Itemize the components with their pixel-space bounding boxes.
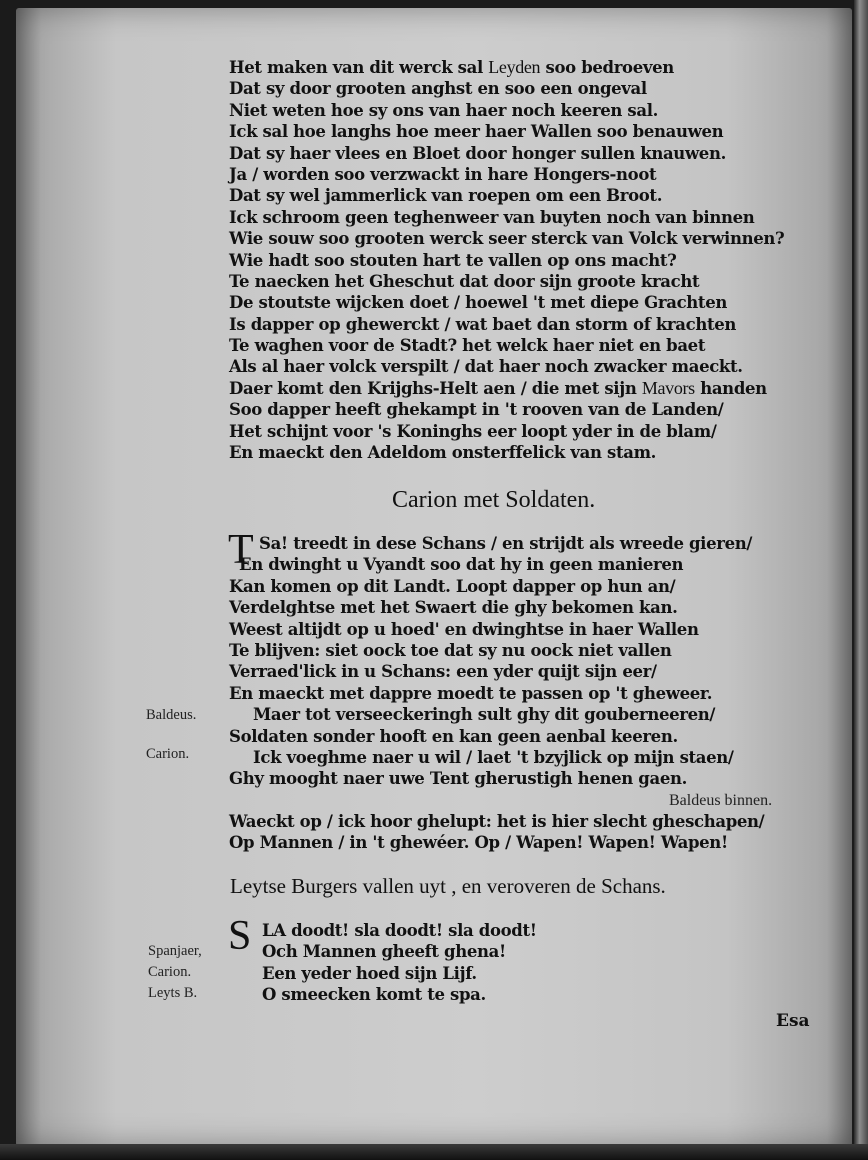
verse-line: Och Mannen gheeft ghena!	[262, 942, 506, 962]
verse-line: Weest altijdt op u hoed' en dwinghtse in haer Wallen	[229, 619, 699, 639]
verse-line: Op Mannen / in 't ghewéer. Op / Wapen! Wapen! Wapen!	[229, 833, 728, 853]
speaker-baldeus: Baldeus.	[146, 707, 197, 723]
verse-line: Maer tot verseeckeringh sult ghy dit gouberneeren/	[253, 705, 716, 725]
verse-line: Verraed'lick in u Schans: een yder quijt sijn eer/	[229, 662, 657, 682]
scene-heading-carion: Carion met Soldaten.	[392, 487, 596, 513]
verse-line: Wie souw soo grooten werck seer sterck van Volck verwinnen?	[229, 229, 785, 249]
verse-line: Is dapper op ghewerckt / wat baet dan storm of krachten	[229, 314, 737, 334]
verse-line: Als al haer volck verspilt / dat haer noch zwacker maeckt.	[229, 357, 743, 377]
verse-line: Een yeder hoed sijn Lijf.	[262, 963, 477, 983]
verse-line: Verdelghtse met het Swaert die ghy bekomen kan.	[229, 598, 678, 618]
verse-line: Ja / worden soo verzwackt in hare Hongers-noot	[229, 164, 657, 184]
verse-line: Te blijven: siet oock toe dat sy nu oock niet vallen	[229, 640, 672, 660]
verse-line: Dat sy wel jammerlick van roepen om een Broot.	[229, 186, 663, 206]
verse-line: Dat sy door grooten anghst en soo een ongeval	[229, 79, 647, 99]
verse-line: Ghy mooght naer uwe Tent gherustigh henen gaen.	[229, 769, 688, 789]
verse-line: LA doodt! sla doodt! sla doodt!	[262, 921, 537, 940]
verse-line: Kan komen op dit Landt. Loopt dapper op hun an/	[229, 576, 676, 596]
verse-line: Te naecken het Gheschut dat door sijn groote kracht	[229, 271, 700, 291]
verse-line: Waeckt op / ick hoor ghelupt: het is hier slecht gheschapen/	[229, 812, 765, 831]
drop-capital-s: S	[228, 913, 252, 959]
verse-line: En maeckt met dappre moedt te passen op 't gheweer.	[229, 683, 713, 703]
drop-capital-t: T	[228, 527, 254, 573]
verse-block-2	[229, 533, 752, 790]
verse-line: Te waghen voor de Stadt? het welck haer niet en baet	[229, 336, 706, 356]
verse-line: Soldaten sonder hooft en kan geen aenbal keeren.	[229, 726, 678, 746]
page-edge-bottom	[0, 1144, 868, 1160]
verse-line: Sa! treedt in dese Schans / en strijdt als wreede gieren/	[259, 534, 753, 553]
verse-line: O smeecken komt te spa.	[262, 985, 486, 1005]
verse-line: Daer komt den Krijghs-Helt aen / die met sijn Mavors handen	[229, 377, 767, 398]
verse-line: Het maken van dit werck sal Leyden soo bedroeven	[229, 57, 674, 77]
stage-direction-baldeus-binnen: Baldeus binnen.	[669, 792, 773, 809]
verse-line: Ick schroom geen teghenweer van buyten noch van binnen	[229, 207, 755, 227]
verse-line: Ick sal hoe langhs hoe meer haer Wallen soo benauwen	[229, 122, 724, 142]
verse-line: En maeckt den Adeldom onsterffelick van stam.	[229, 443, 657, 463]
speaker-label: Leyts B.	[148, 985, 198, 1001]
speaker-label: Carion.	[148, 964, 192, 980]
page-edge-right	[854, 0, 868, 1160]
verse-block-4	[262, 920, 537, 1006]
verse-line: Niet weten hoe sy ons van haer noch keeren sal.	[229, 100, 659, 120]
verse-line: Soo dapper heeft ghekampt in 't rooven van de Landen/	[229, 400, 724, 420]
verse-line: Het schijnt voor 's Koninghs eer loopt yder in de blam/	[229, 421, 717, 441]
verse-line: De stoutste wijcken doet / hoewel 't met diepe Grachten	[229, 293, 727, 313]
scene-heading-leytse-burgers: Leytse Burgers vallen uyt , en veroveren de Schans.	[230, 874, 666, 898]
verse-line: Ick voeghme naer u wil / laet 't bzyjlick op mijn staen/	[253, 747, 734, 767]
catchword: Esa	[776, 1011, 810, 1031]
verse-line: Dat sy haer vlees en Bloet door honger sullen knauwen.	[229, 143, 726, 163]
verse-block-3	[229, 811, 764, 854]
verse-line: Wie hadt soo stouten hart te vallen op ons macht?	[229, 250, 677, 270]
verse-line: En dwinght u Vyandt soo dat hy in geen manieren	[239, 555, 684, 575]
verse-block-1	[229, 57, 784, 463]
speaker-carion: Carion.	[146, 746, 190, 762]
speaker-label: Spanjaer,	[148, 943, 202, 959]
